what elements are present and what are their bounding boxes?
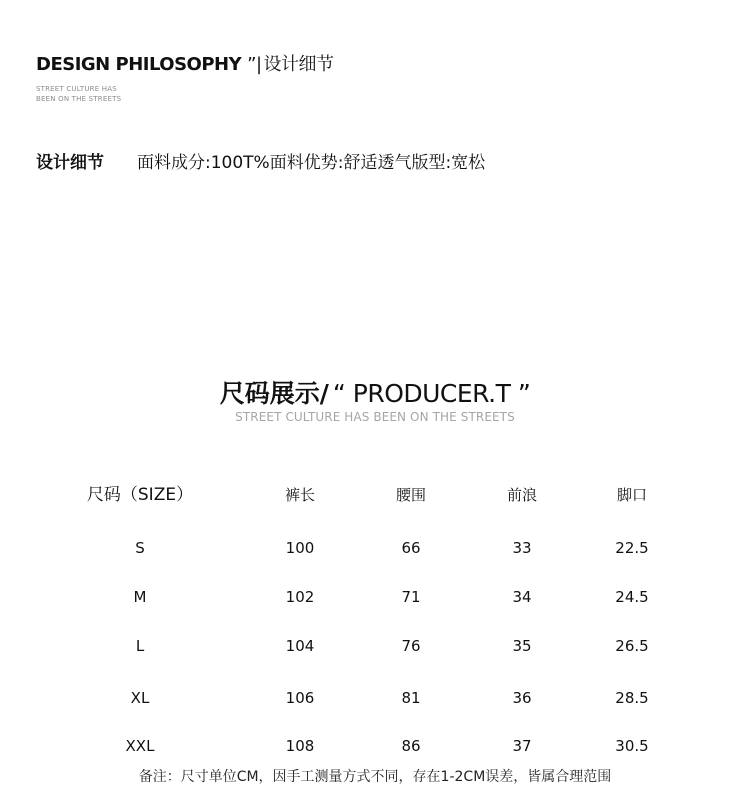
tagline-line-2: BEEN ON THE STREETS <box>36 95 122 103</box>
cell-front-rise: 37 <box>512 737 532 755</box>
cell-waist: 71 <box>401 588 421 606</box>
cell-length: 106 <box>285 689 315 707</box>
design-philosophy-title: DESIGN PHILOSOPHY <box>36 54 242 75</box>
cell-size: S <box>135 539 145 557</box>
cell-waist: 66 <box>401 539 421 557</box>
design-detail-row <box>36 148 485 173</box>
table-header-row <box>0 480 750 510</box>
cell-front-rise: 33 <box>512 539 532 557</box>
cell-front-rise: 34 <box>512 588 532 606</box>
design-detail-label: 设计细节 <box>36 153 104 173</box>
table-row <box>0 731 750 761</box>
title-separator: ”| <box>247 54 262 75</box>
header-leg-opening: 脚口 <box>616 486 647 504</box>
header-length: 裤长 <box>284 486 315 504</box>
brand-name: “ PRODUCER.T ” <box>332 379 531 408</box>
fabric-description: 面料成分:100T%面料优势:舒适透气版型:宽松 <box>137 153 486 173</box>
cell-length: 100 <box>285 539 315 557</box>
size-section-subtitle: STREET CULTURE HAS BEEN ON THE STREETS <box>235 410 515 424</box>
cell-leg-opening: 22.5 <box>615 539 649 557</box>
cell-leg-opening: 28.5 <box>615 689 649 707</box>
measurement-note: 备注：尺寸单位CM，因手工测量方式不同，存在1-2CM误差，皆属合理范围 <box>138 769 612 785</box>
street-culture-tagline <box>36 84 121 104</box>
header-size: 尺码（SIZE） <box>86 485 194 505</box>
cell-size: XXL <box>125 737 155 755</box>
cell-front-rise: 35 <box>512 637 532 655</box>
cell-waist: 81 <box>401 689 421 707</box>
size-title-cn: 尺码展示/ <box>219 379 329 408</box>
header-waist: 腰围 <box>395 486 426 504</box>
cell-leg-opening: 26.5 <box>615 637 649 655</box>
cell-size: M <box>133 588 147 606</box>
design-philosophy-heading <box>36 50 334 76</box>
header-front-rise: 前浪 <box>506 486 537 504</box>
cell-length: 104 <box>285 637 315 655</box>
cell-waist: 86 <box>401 737 421 755</box>
cell-size: XL <box>130 689 150 707</box>
cell-waist: 76 <box>401 637 421 655</box>
size-section-title <box>0 374 750 410</box>
table-row <box>0 582 750 612</box>
table-row <box>0 631 750 661</box>
cell-leg-opening: 24.5 <box>615 588 649 606</box>
cell-length: 102 <box>285 588 315 606</box>
cell-front-rise: 36 <box>512 689 532 707</box>
design-detail-title-cn: 设计细节 <box>263 54 334 75</box>
cell-length: 108 <box>285 737 315 755</box>
cell-size: L <box>135 637 145 655</box>
cell-leg-opening: 30.5 <box>615 737 649 755</box>
table-row <box>0 533 750 563</box>
tagline-line-1: STREET CULTURE HAS <box>36 85 117 93</box>
table-row <box>0 683 750 713</box>
